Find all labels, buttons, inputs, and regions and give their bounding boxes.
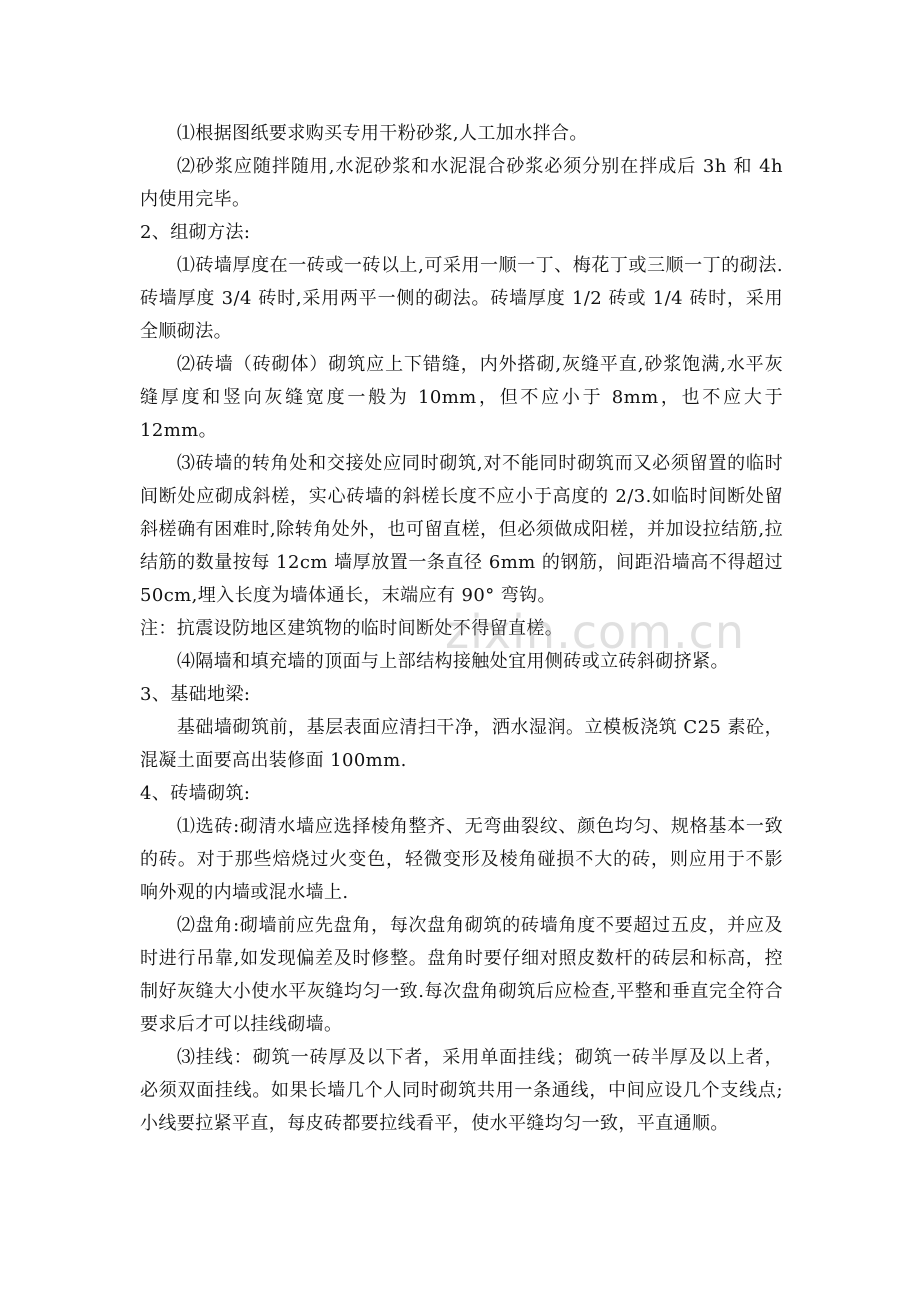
paragraph: ⑴砖墙厚度在一砖或一砖以上,可采用一顺一丁、梅花丁或三顺一丁的砌法.砖墙厚度 3/4 砖时,采用两平一侧的砌法。砖墙厚度 1/2 砖或 1/4 砖时，采用全顺砌法。: [140, 255, 783, 342]
paragraph: ⑴根据图纸要求购买专用干粉砂浆,人工加水拌合。: [176, 123, 588, 144]
paragraph: ⑵砖墙（砖砌体）砌筑应上下错缝，内外搭砌,灰缝平直,砂浆饱满,水平灰缝厚度和竖向灰缝宽度一般为 10mm，但不应小于 8mm，也不应大于 12mm。: [140, 354, 783, 441]
paragraph: 基础墙砌筑前，基层表面应清扫干净，洒水湿润。立模板浇筑 C25 素砼，混凝土面要高出装修面 100mm.: [140, 717, 783, 771]
document-body: [140, 117, 783, 1140]
section-heading: 2、组砌方法:: [140, 222, 251, 243]
section-heading: 3、基础地梁:: [140, 684, 251, 705]
section-heading: 4、砖墙砌筑:: [140, 783, 251, 804]
note-line: 注：抗震设防地区建筑物的临时间断处不得留直槎。: [140, 618, 564, 639]
paragraph: ⑴选砖:砌清水墙应选择棱角整齐、无弯曲裂纹、颜色均匀、规格基本一致的砖。对于那些焙烧过火变色，轻微变形及棱角碰损不大的砖，则应用于不影响外观的内墙或混水墙上.: [140, 816, 783, 903]
paragraph: ⑵盘角:砌墙前应先盘角，每次盘角砌筑的砖墙角度不要超过五皮，并应及时进行吊靠,如发现偏差及时修整。盘角时要仔细对照皮数杆的砖层和标高，控制好灰缝大小使水平灰缝均匀一致.每次盘角砌筑后应检查,平整和垂直完全符合要求后才可以挂线砌墙。: [140, 915, 783, 1035]
paragraph: ⑶砖墙的转角处和交接处应同时砌筑,对不能同时砌筑而又必须留置的临时间断处应砌成斜槎，实心砖墙的斜槎长度不应小于高度的 2/3.如临时间断处留斜槎确有困难时,除转角处外，也可留直槎，但必须做成阳槎，并加设拉结筋,拉结筋的数量按每 12cm 墙厚放置一条直径 6mm 的钢筋，间距沿墙高不得超过 50cm,埋入长度为墙体通长，末端应有 90° 弯钩。: [140, 453, 783, 606]
paragraph: ⑵砂浆应随拌随用,水泥砂浆和水泥混合砂浆必须分别在拌成后 3h 和 4h 内使用完毕。: [140, 156, 783, 210]
watermark: zixin.com.cn: [445, 605, 746, 659]
paragraph: ⑷隔墙和填充墙的顶面与上部结构接触处宜用侧砖或立砖斜砌挤紧。: [176, 651, 729, 672]
paragraph: ⑶挂线：砌筑一砖厚及以下者，采用单面挂线；砌筑一砖半厚及以上者，必须双面挂线。如果长墙几个人同时砌筑共用一条通线，中间应设几个支线点;小线要拉紧平直，每皮砖都要拉线看平，使水平缝均匀一致，平直通顺。: [140, 1047, 783, 1134]
